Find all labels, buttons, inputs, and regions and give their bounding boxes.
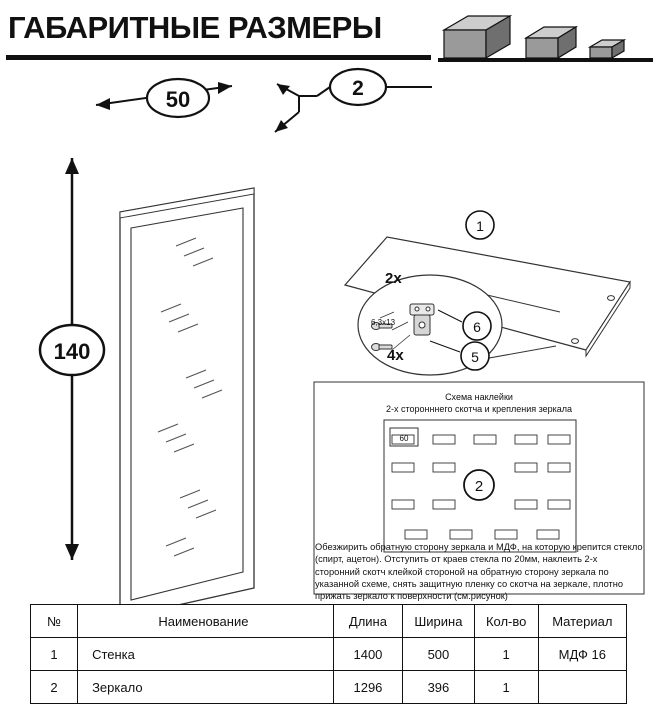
cell-qty: 1 — [474, 638, 538, 671]
screw-spec-label: 6,3x13 — [371, 318, 396, 327]
cell-name: Стенка — [78, 638, 334, 671]
table-header-row — [31, 605, 627, 638]
table-row — [31, 638, 627, 671]
cell-length: 1400 — [333, 638, 402, 671]
cell-width: 396 — [403, 671, 474, 704]
svg-text:60: 60 — [399, 434, 409, 443]
parts-table — [30, 604, 627, 704]
svg-text:50: 50 — [165, 87, 191, 112]
callout-2 — [464, 470, 494, 500]
col-header-num: № — [31, 605, 78, 638]
col-header-length: Длина — [333, 605, 402, 638]
col-header-name: Наименование — [78, 605, 334, 638]
svg-text:1: 1 — [476, 218, 484, 234]
assembly-note: Обезжирить обратную сторону зеркала и МДФ, на которую крепится стекло (спирт, ацетон). Отступить от краев стекла по 20мм, наклеить 2-х сторонний скотч клейкой стороной на обратную сторону зеркала по указанной схеме, снять защитную пленку со скотча на зеркале, плотно прижать зеркало к поверхности (см.рисунок) — [315, 542, 643, 602]
table-row — [31, 671, 627, 704]
qty-4x-label: 4x — [387, 347, 404, 364]
cell-length: 1296 — [333, 671, 402, 704]
boxes-logo-icon — [438, 8, 653, 64]
cell-num: 1 — [31, 638, 78, 671]
col-header-width: Ширина — [403, 605, 474, 638]
cell-material: МДФ 16 — [538, 638, 626, 671]
svg-text:2: 2 — [474, 478, 484, 495]
col-header-material: Материал — [538, 605, 626, 638]
svg-text:140: 140 — [53, 339, 91, 364]
cell-width: 500 — [403, 638, 474, 671]
technical-drawing — [0, 60, 657, 605]
svg-text:6: 6 — [473, 319, 481, 335]
callout-1 — [466, 211, 494, 239]
svg-text:2-х сторонннего скотча и крепл: 2-х сторонннего скотча и крепления зеркала — [385, 404, 573, 414]
cell-material — [538, 671, 626, 704]
svg-text:5: 5 — [471, 349, 479, 365]
cell-num: 2 — [31, 671, 78, 704]
svg-text:2: 2 — [352, 77, 364, 100]
page-title: ГАБАРИТНЫЕ РАЗМЕРЫ — [8, 10, 382, 45]
svg-text:Схема наклейки: Схема наклейки — [445, 392, 513, 402]
cell-qty: 1 — [474, 671, 538, 704]
cell-name: Зеркало — [78, 671, 334, 704]
qty-2x-label: 2x — [385, 270, 402, 287]
col-header-qty: Кол-во — [474, 605, 538, 638]
